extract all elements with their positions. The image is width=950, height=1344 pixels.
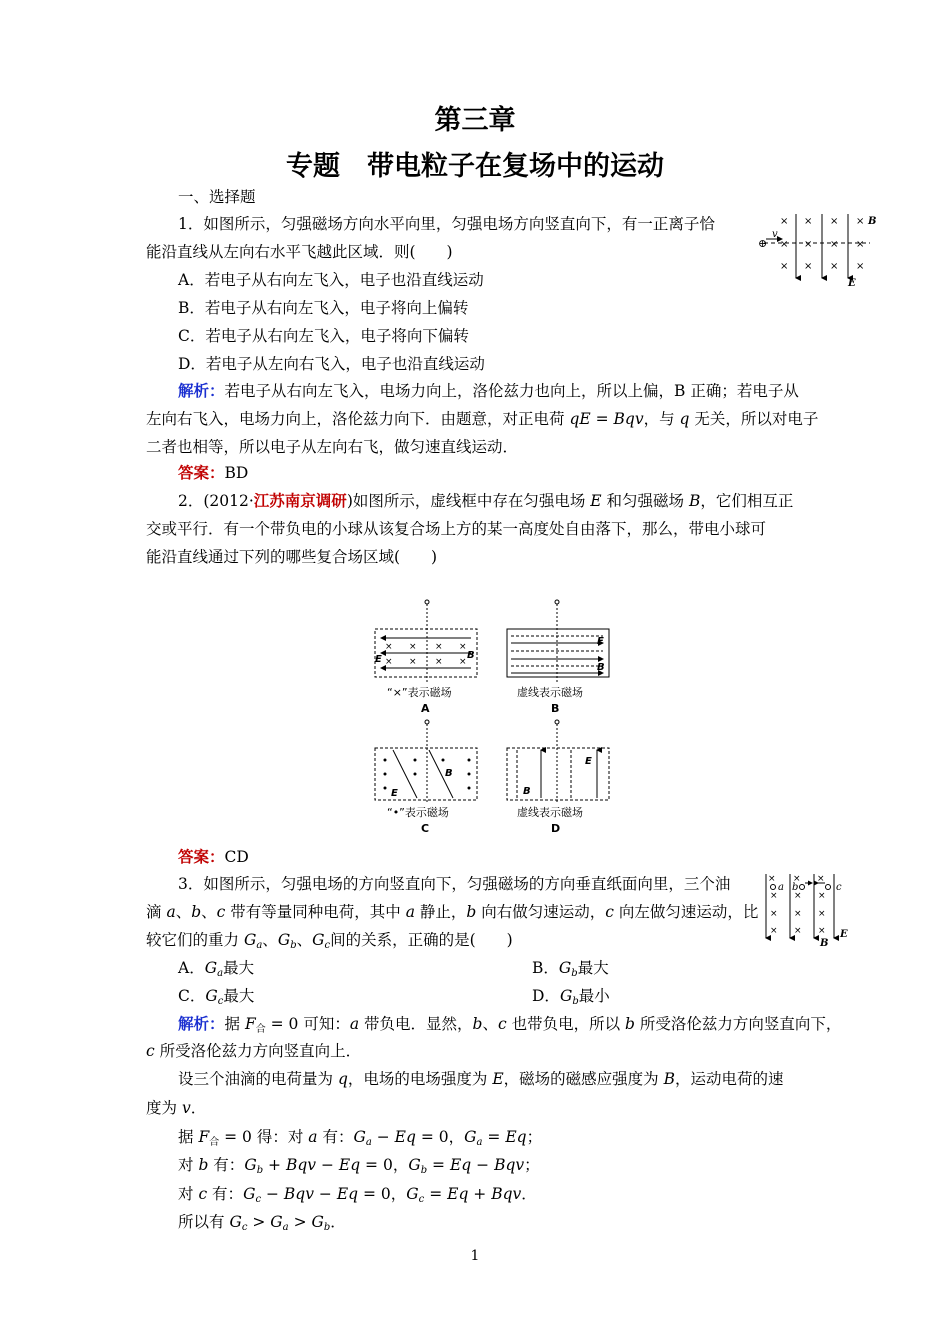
svg-text:a: a	[778, 882, 784, 893]
q1-answer-label: 答案：	[178, 463, 225, 482]
svg-text:×: ×	[409, 657, 417, 667]
option-a-caption: “×”表示磁场	[387, 686, 452, 699]
svg-text:E: E	[375, 654, 382, 665]
svg-text:×: ×	[770, 926, 778, 936]
q1-option-c: C．若电子从右向左飞入，电子将向下偏转	[178, 327, 469, 345]
q1-stem-line2: 能沿直线从左向右水平飞越此区域．则( )	[146, 243, 453, 261]
q1-analysis-label: 解析：	[178, 381, 225, 400]
svg-text:B: B	[523, 786, 531, 797]
section-heading: 一、选择题	[178, 188, 256, 206]
q1-option-b: B．若电子从右向左飞入，电子将向上偏转	[178, 299, 469, 317]
svg-text:×: ×	[818, 926, 826, 936]
svg-text:×: ×	[794, 891, 802, 901]
svg-text:B: B	[445, 768, 453, 779]
q3-conclusion: 所以有 $G_c > G_a > G_b$．	[178, 1213, 346, 1233]
option-a-diagram	[375, 600, 477, 715]
q2-answer-label: 答案：	[178, 847, 225, 866]
svg-text:×: ×	[804, 216, 813, 227]
option-b-diagram	[507, 600, 609, 715]
q1-answer: 答案：BD	[178, 463, 249, 482]
svg-text:×: ×	[830, 261, 839, 272]
svg-text:×: ×	[435, 642, 443, 652]
svg-text:C: C	[421, 822, 430, 835]
q1-analysis-line2: 左向右飞入，电场力向上，洛伦兹力向下．由题意，对正电荷 qE = Bqv，与 q 无关，所以对电子	[146, 410, 819, 428]
svg-text:×: ×	[830, 239, 839, 250]
q3-option-d: D．$G_b$最小	[532, 987, 610, 1007]
q3-eq-b: 对 b 有：$G_b$ + Bqv − Eq = 0，$G_b = Eq$ − Bqv；	[178, 1156, 540, 1176]
q2-stem-line3: 能沿直线通过下列的哪些复合场区域( )	[146, 548, 438, 566]
svg-text:×: ×	[856, 261, 865, 272]
q3-analysis-label: 解析：	[178, 1014, 225, 1033]
svg-text:c: c	[836, 882, 842, 893]
q3-eq-a: 据 $F_合 = 0$ 得：对 a 有：$G_a - Eq = 0$，$G_a = Eq$；	[178, 1128, 543, 1148]
q1-analysis-line1: 解析：若电子从右向左飞入，电场力向上，洛伦兹力也向上，所以上偏，B 正确；若电子从	[178, 381, 799, 400]
svg-text:B: B	[551, 702, 560, 715]
q3-setup-line2: 度为 v．	[146, 1099, 207, 1117]
q2-options-diagram	[365, 598, 615, 838]
svg-text:×: ×	[818, 891, 826, 901]
velocity-label: v	[772, 229, 778, 240]
svg-text:×: ×	[459, 657, 467, 667]
q3-stem-line3: 较它们的重力 $G_a$、$G_b$、$G_c$间的关系，正确的是( )	[146, 931, 513, 951]
chapter-title: 第三章	[434, 105, 516, 136]
svg-text:A: A	[421, 702, 430, 715]
svg-text:×: ×	[856, 216, 865, 227]
svg-text:E: E	[391, 788, 398, 799]
svg-text:×: ×	[780, 216, 789, 227]
option-d-diagram	[507, 720, 609, 835]
svg-text:×: ×	[435, 657, 443, 667]
svg-text:B: B	[597, 662, 605, 673]
option-c-caption: “•”表示磁场	[387, 806, 449, 819]
electric-field-label: E	[848, 278, 856, 288]
svg-text:B: B	[467, 650, 475, 661]
option-d-caption: 虚线表示磁场	[517, 806, 583, 819]
q1-stem-line1: 1．如图所示，匀强磁场方向水平向里，匀强电场方向竖直向下，有一正离子恰	[178, 215, 715, 233]
q1-analysis-line3: 二者也相等，所以电子从左向右飞，做匀速直线运动．	[146, 438, 519, 456]
svg-text:×: ×	[770, 909, 778, 919]
svg-text:×: ×	[780, 239, 789, 250]
svg-text:×: ×	[818, 909, 826, 919]
svg-text:×: ×	[794, 909, 802, 919]
svg-text:×: ×	[804, 239, 813, 250]
svg-text:B: B	[820, 938, 829, 949]
q3-eq-c: 对 c 有：$G_c$ − Bqv − Eq = 0，$G_c = Eq$ + Bqv．	[178, 1185, 537, 1205]
svg-text:×: ×	[770, 891, 778, 901]
svg-text:×: ×	[409, 642, 417, 652]
svg-text:×: ×	[768, 874, 776, 884]
svg-text:b: b	[792, 882, 799, 893]
positive-ion-icon: ⊕	[758, 237, 768, 250]
svg-text:E: E	[840, 929, 848, 940]
option-c-diagram	[375, 720, 477, 835]
svg-text:×: ×	[385, 642, 393, 652]
topic-title: 专题 带电粒子在复场中的运动	[286, 151, 664, 182]
svg-text:×: ×	[804, 261, 813, 272]
q2-stem-line2: 交或平行．有一个带负电的小球从该复合场上方的某一高度处自由落下，那么，带电小球可	[146, 520, 767, 538]
magnetic-field-label: B	[868, 216, 877, 227]
q3-option-c: C．$G_c$最大	[178, 987, 255, 1007]
svg-text:×: ×	[780, 261, 789, 272]
svg-text:E: E	[597, 636, 604, 647]
q3-option-b: B．$G_b$最大	[532, 959, 609, 979]
q2-stem-line1: 2．(2012·江苏南京调研)如图所示，虚线框中存在匀强电场 E 和匀强磁场 B，它们相互正	[178, 491, 794, 510]
svg-text:×: ×	[817, 874, 825, 884]
q3-setup-line1: 设三个油滴的电荷量为 q，电场的电场强度为 E，磁场的磁感应强度为 B，运动电荷的速	[178, 1070, 784, 1088]
svg-text:×: ×	[794, 926, 802, 936]
svg-text:×: ×	[793, 874, 801, 884]
svg-text:D: D	[551, 822, 561, 835]
svg-text:×: ×	[385, 657, 393, 667]
svg-text:×: ×	[856, 239, 865, 250]
q3-option-a: A．$G_a$最大	[178, 959, 255, 979]
svg-text:×: ×	[830, 216, 839, 227]
q3-stem-line2: 滴 a、b、c 带有等量同种电荷，其中 a 静止，b 向右做匀速运动，c 向左做匀速运动，比	[146, 903, 759, 921]
svg-text:E: E	[585, 756, 592, 767]
q3-analysis-line2: c 所受洛伦兹力方向竖直向上．	[146, 1042, 362, 1060]
option-b-caption: 虚线表示磁场	[517, 686, 583, 699]
q1-option-d: D．若电子从左向右飞入，电子也沿直线运动	[178, 355, 485, 373]
svg-text:×: ×	[459, 642, 467, 652]
q2-answer: 答案：CD	[178, 847, 249, 866]
q1-field-diagram	[752, 206, 882, 288]
q3-oil-drop-diagram	[758, 870, 858, 950]
page-number: 1	[470, 1248, 480, 1264]
q1-option-a: A．若电子从右向左飞入，电子也沿直线运动	[178, 271, 484, 289]
q3-stem-line1: 3．如图所示，匀强电场的方向竖直向下，匀强磁场的方向垂直纸面向里，三个油	[178, 875, 731, 893]
q3-analysis-line1: 解析：据 $F_合 = 0$ 可知：a 带负电．显然，b、c 也带负电，所以 b 所受洛伦兹力方向竖直向下，	[178, 1014, 842, 1035]
